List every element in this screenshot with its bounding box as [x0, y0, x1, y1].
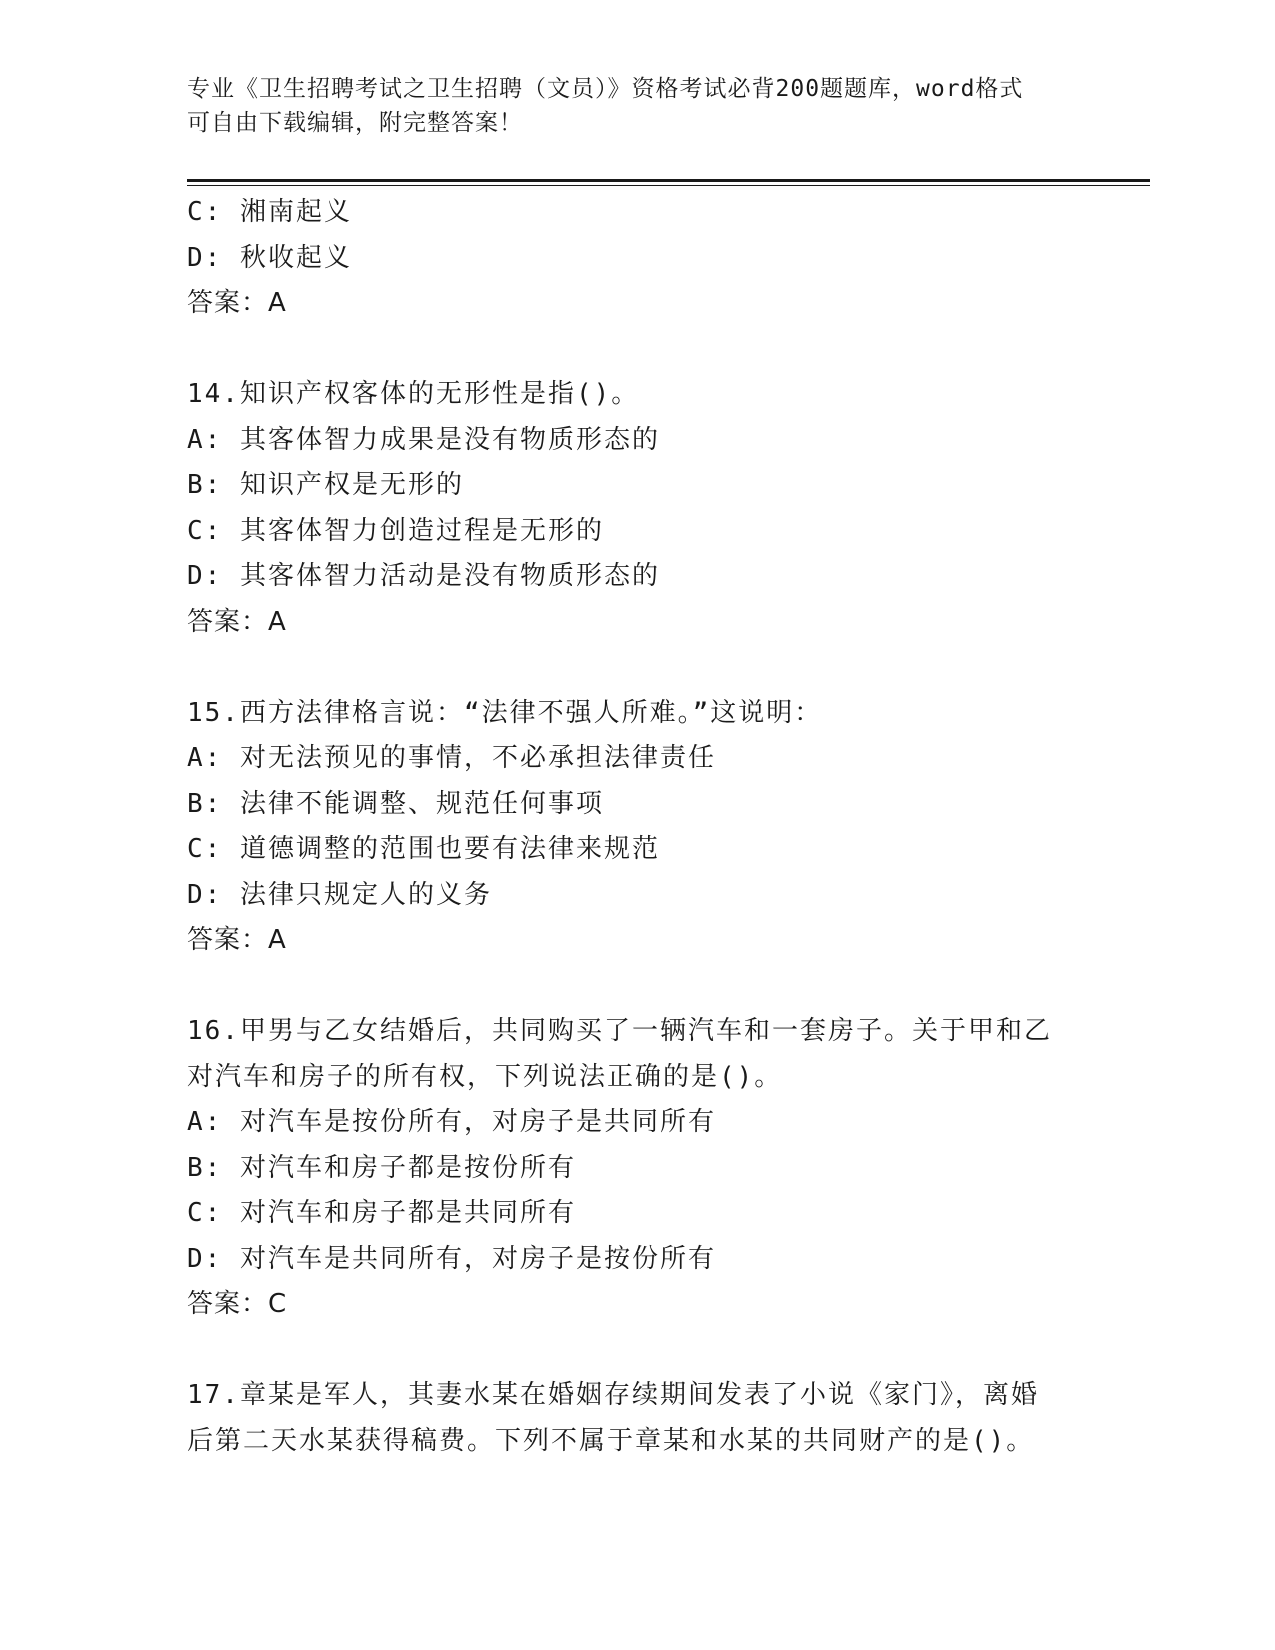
option-d: D: 其客体智力活动是没有物质形态的	[187, 561, 660, 591]
option-c: C: 道德调整的范围也要有法律来规范	[187, 834, 660, 864]
answer-value: C	[268, 1289, 288, 1319]
header-line-1: 专业《卫生招聘考试之卫生招聘（文员）》资格考试必背200题题库，word格式	[187, 76, 1024, 102]
option-c: C: 对汽车和房子都是共同所有	[187, 1198, 576, 1228]
header-line-2: 可自由下载编辑，附完整答案！	[187, 110, 523, 136]
question-16	[187, 1009, 1087, 1328]
question-stem-line-1: 17.章某是军人，其妻水某在婚姻存续期间发表了小说《家门》，离婚	[187, 1380, 1039, 1410]
option-c: C: 其客体智力创造过程是无形的	[187, 515, 604, 546]
question-14	[187, 372, 1087, 645]
answer-value: A	[268, 606, 287, 637]
option-c: C: 湘南起义	[187, 197, 352, 227]
answer-line: 答案：A	[187, 606, 287, 637]
question-stem: 14.知识产权客体的无形性是指()。	[187, 379, 640, 409]
header-divider-thick	[187, 179, 1150, 182]
answer-line: 答案：C	[187, 1289, 288, 1319]
option-b: B: 法律不能调整、规范任何事项	[187, 788, 604, 819]
option-a: A: 对无法预见的事情，不必承担法律责任	[187, 743, 716, 773]
answer-line: 答案：A	[187, 288, 287, 318]
header-divider-thin	[187, 185, 1150, 186]
question-stem-line-2: 后第二天水某获得稿费。下列不属于章某和水某的共同财产的是()。	[187, 1425, 1035, 1456]
question-13-tail	[187, 190, 1087, 327]
question-15	[187, 691, 1087, 964]
option-a: A: 其客体智力成果是没有物质形态的	[187, 424, 660, 455]
answer-line: 答案：A	[187, 925, 287, 955]
option-b: B: 知识产权是无形的	[187, 470, 464, 500]
option-a: A: 对汽车是按份所有，对房子是共同所有	[187, 1107, 716, 1137]
question-17	[187, 1373, 1087, 1464]
question-list	[187, 190, 1087, 1464]
question-stem-line-1: 16.甲男与乙女结婚后，共同购买了一辆汽车和一套房子。关于甲和乙	[187, 1016, 1052, 1046]
answer-value: A	[268, 288, 287, 318]
option-d: D: 秋收起义	[187, 242, 352, 273]
question-stem-line-2: 对汽车和房子的所有权，下列说法正确的是()。	[187, 1061, 783, 1092]
answer-value: A	[268, 925, 287, 955]
option-b: B: 对汽车和房子都是按份所有	[187, 1152, 576, 1183]
question-stem: 15.西方法律格言说：“法律不强人所难。”这说明：	[187, 697, 823, 728]
option-d: D: 对汽车是共同所有，对房子是按份所有	[187, 1243, 716, 1274]
option-d: D: 法律只规定人的义务	[187, 879, 492, 910]
document-header	[187, 72, 1067, 140]
